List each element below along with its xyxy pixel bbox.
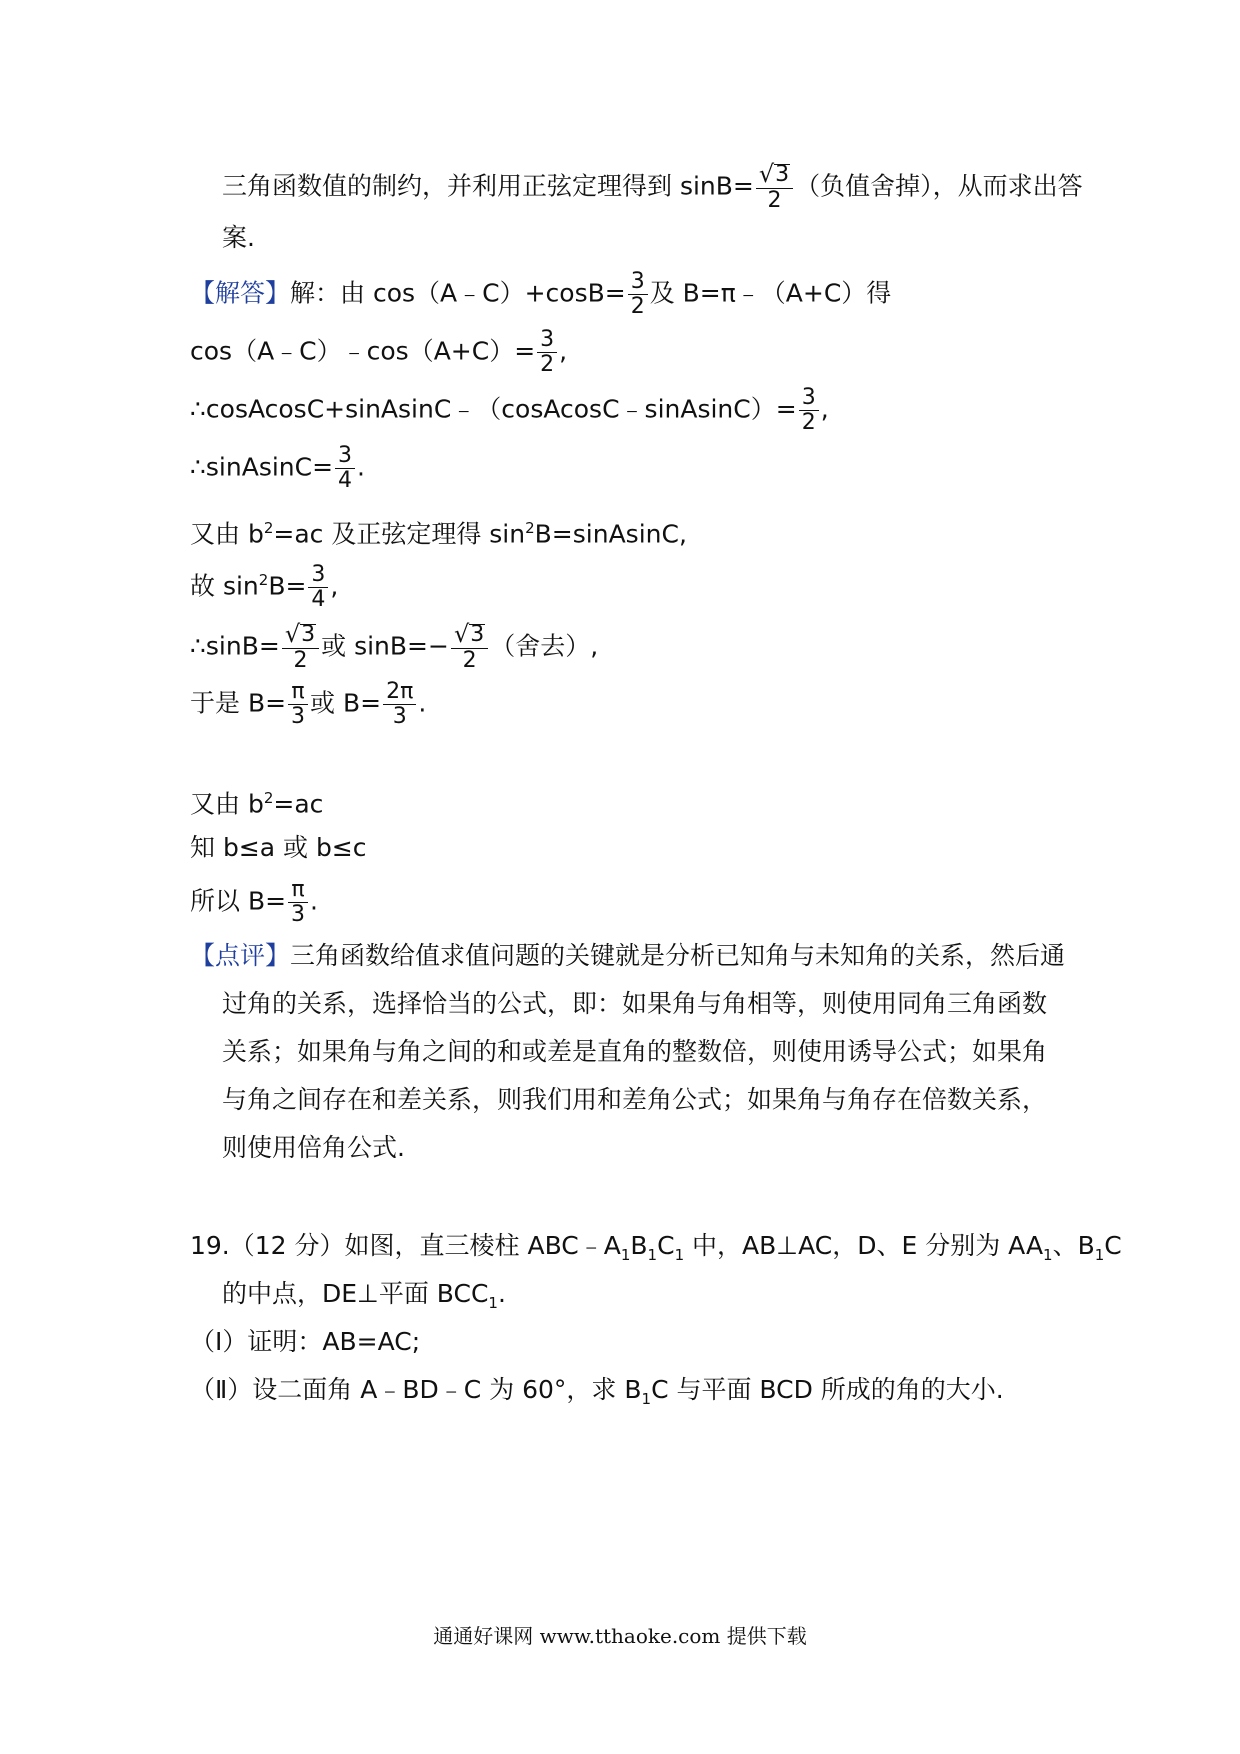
fraction-denominator: 4: [311, 586, 326, 612]
fraction-numerator: 3: [308, 563, 328, 588]
math-text: ∴cosAcosC+sinAsinC﹣（cosAcosC﹣sinAsinC）=: [190, 394, 797, 424]
fraction-denominator: 4: [338, 468, 353, 493]
fraction: [628, 270, 648, 319]
solution-line-9: [190, 780, 323, 822]
fraction: [799, 386, 819, 435]
math-text: ,: [820, 394, 829, 424]
subscript: 1: [620, 1246, 631, 1264]
problem19-part-1: （Ⅰ）证明：AB=AC;: [190, 1327, 421, 1356]
solution-line-6: [190, 562, 338, 612]
problem-text: 的中点，DE⊥平面 BCC: [222, 1279, 489, 1308]
fraction: [383, 680, 416, 729]
solution-line-11: [190, 878, 318, 927]
math-text: =ac 及正弦定理得 sin: [273, 519, 526, 549]
fraction-denominator: 2: [801, 410, 816, 435]
fraction: √ 3 2: [756, 162, 793, 213]
superscript: 2: [263, 789, 274, 807]
fraction: [335, 444, 355, 493]
math-text: ,: [559, 336, 568, 366]
problem19-line-2: [222, 1276, 506, 1321]
math-text: ∴sinB=: [190, 631, 280, 661]
problem-text: 中，AB⊥AC，D、E 分别为 AA: [684, 1231, 1044, 1260]
page-footer: 通通好课网 www.tthaoke.com 提供下载: [433, 1624, 807, 1648]
fraction-numerator: 3: [301, 622, 316, 647]
solution-line-1: [190, 270, 891, 319]
subscript: 1: [1094, 1246, 1105, 1264]
fraction-numerator: 3: [470, 622, 485, 647]
fraction: [308, 563, 328, 612]
solution-line-7: [190, 622, 598, 673]
math-text: =ac: [273, 789, 324, 819]
subscript: 1: [641, 1390, 652, 1408]
fraction: [288, 680, 308, 729]
solution-line-5: [190, 510, 687, 552]
superscript: 2: [258, 571, 269, 589]
problem-text: C 与平面 BCD 所成的角的大小.: [651, 1375, 1004, 1404]
math-text: ,: [330, 571, 339, 601]
problem-text: C: [657, 1231, 675, 1260]
math-text: .: [357, 452, 365, 482]
math-text: B=: [268, 571, 307, 601]
fraction-numerator: 3: [628, 270, 648, 295]
review-line-4: 与角之间存在和差关系，则我们用和差角公式；如果角与角存在倍数关系，: [222, 1085, 1048, 1114]
fraction-denominator: 3: [392, 704, 407, 729]
review-line-3: 关系；如果角与角之间的和或差是直角的整数倍，则使用诱导公式；如果角: [222, 1037, 1048, 1066]
problem19-part-2: [190, 1372, 1004, 1417]
superscript: 2: [525, 519, 535, 537]
solution-tag: 【解答】: [190, 278, 291, 308]
review-line-1: [190, 938, 1065, 974]
fraction: √ 3 2: [282, 622, 319, 673]
math-text: 或 B=: [310, 688, 382, 718]
solution-line-2: [190, 328, 567, 377]
fraction: [288, 878, 308, 927]
analysis-text: （负值舍掉），从而求出答: [795, 171, 1083, 201]
subscript: 1: [488, 1294, 498, 1312]
problem-text: B: [630, 1231, 648, 1260]
fraction-denominator: 2: [540, 352, 555, 377]
math-text: 又由 b: [190, 519, 264, 549]
solution-line-10: 知 b≤a 或 b≤c: [190, 833, 367, 862]
fraction-numerator: 3: [335, 444, 355, 469]
review-tag: 【点评】: [190, 941, 291, 970]
math-text: B=sinAsinC,: [534, 519, 687, 549]
problem-text: （Ⅱ）设二面角 A﹣BD﹣C 为 60°，求 B: [190, 1375, 642, 1404]
solution-line-3: [190, 386, 829, 435]
fraction-denominator: 2: [630, 294, 645, 319]
math-text: 故 sin: [190, 571, 259, 601]
subscript: 1: [1043, 1246, 1053, 1264]
math-text: 或 sinB=−: [321, 631, 449, 661]
fraction-denominator: 2: [462, 648, 477, 673]
math-text: （舍去）,: [490, 631, 599, 661]
analysis-line-1: [222, 162, 1083, 213]
fraction-numerator: 3: [799, 386, 819, 411]
analysis-line-2: 案.: [222, 223, 255, 252]
fraction-numerator: π: [288, 878, 307, 903]
fraction: [537, 328, 557, 377]
problem-text: C: [1104, 1231, 1122, 1260]
math-text: 及 B=π﹣（A+C）得: [649, 278, 892, 308]
review-text: 三角函数给值求值问题的关键就是分析已知角与未知角的关系，然后通: [290, 941, 1066, 970]
superscript: 2: [263, 519, 274, 537]
math-text: ∴sinAsinC=: [190, 452, 334, 482]
subscript: 1: [674, 1246, 685, 1264]
problem19-line-1: [190, 1228, 1122, 1273]
problem-text: 19.（12 分）如图，直三棱柱 ABC﹣A: [190, 1231, 621, 1260]
fraction-denominator: 2: [767, 188, 782, 213]
fraction: √ 3 2: [451, 622, 488, 673]
fraction-denominator: 2: [293, 648, 308, 673]
analysis-text: 三角函数值的制约，并利用正弦定理得到 sinB=: [222, 171, 754, 201]
math-text: .: [310, 886, 318, 916]
fraction-denominator: 3: [291, 902, 306, 927]
subscript: 1: [647, 1246, 658, 1264]
math-text: 解：由 cos（A﹣C）+cosB=: [290, 278, 626, 308]
problem-text: 、B: [1052, 1231, 1095, 1260]
fraction-numerator: 3: [775, 162, 790, 187]
math-text: 所以 B=: [190, 886, 287, 916]
fraction-denominator: 3: [291, 704, 306, 729]
problem-text: .: [497, 1279, 506, 1308]
review-line-5: 则使用倍角公式.: [222, 1133, 405, 1162]
fraction-numerator: 2π: [383, 680, 416, 705]
math-text: 又由 b: [190, 789, 264, 819]
math-text: 于是 B=: [190, 688, 287, 718]
fraction-numerator: π: [288, 680, 307, 705]
solution-line-4: [190, 444, 365, 493]
review-line-2: 过角的关系，选择恰当的公式，即：如果角与角相等，则使用同角三角函数: [222, 989, 1048, 1018]
fraction-numerator: 3: [537, 328, 557, 353]
solution-line-8: [190, 680, 426, 729]
math-text: cos（A﹣C）﹣cos（A+C）=: [190, 336, 536, 366]
math-text: .: [418, 688, 427, 718]
